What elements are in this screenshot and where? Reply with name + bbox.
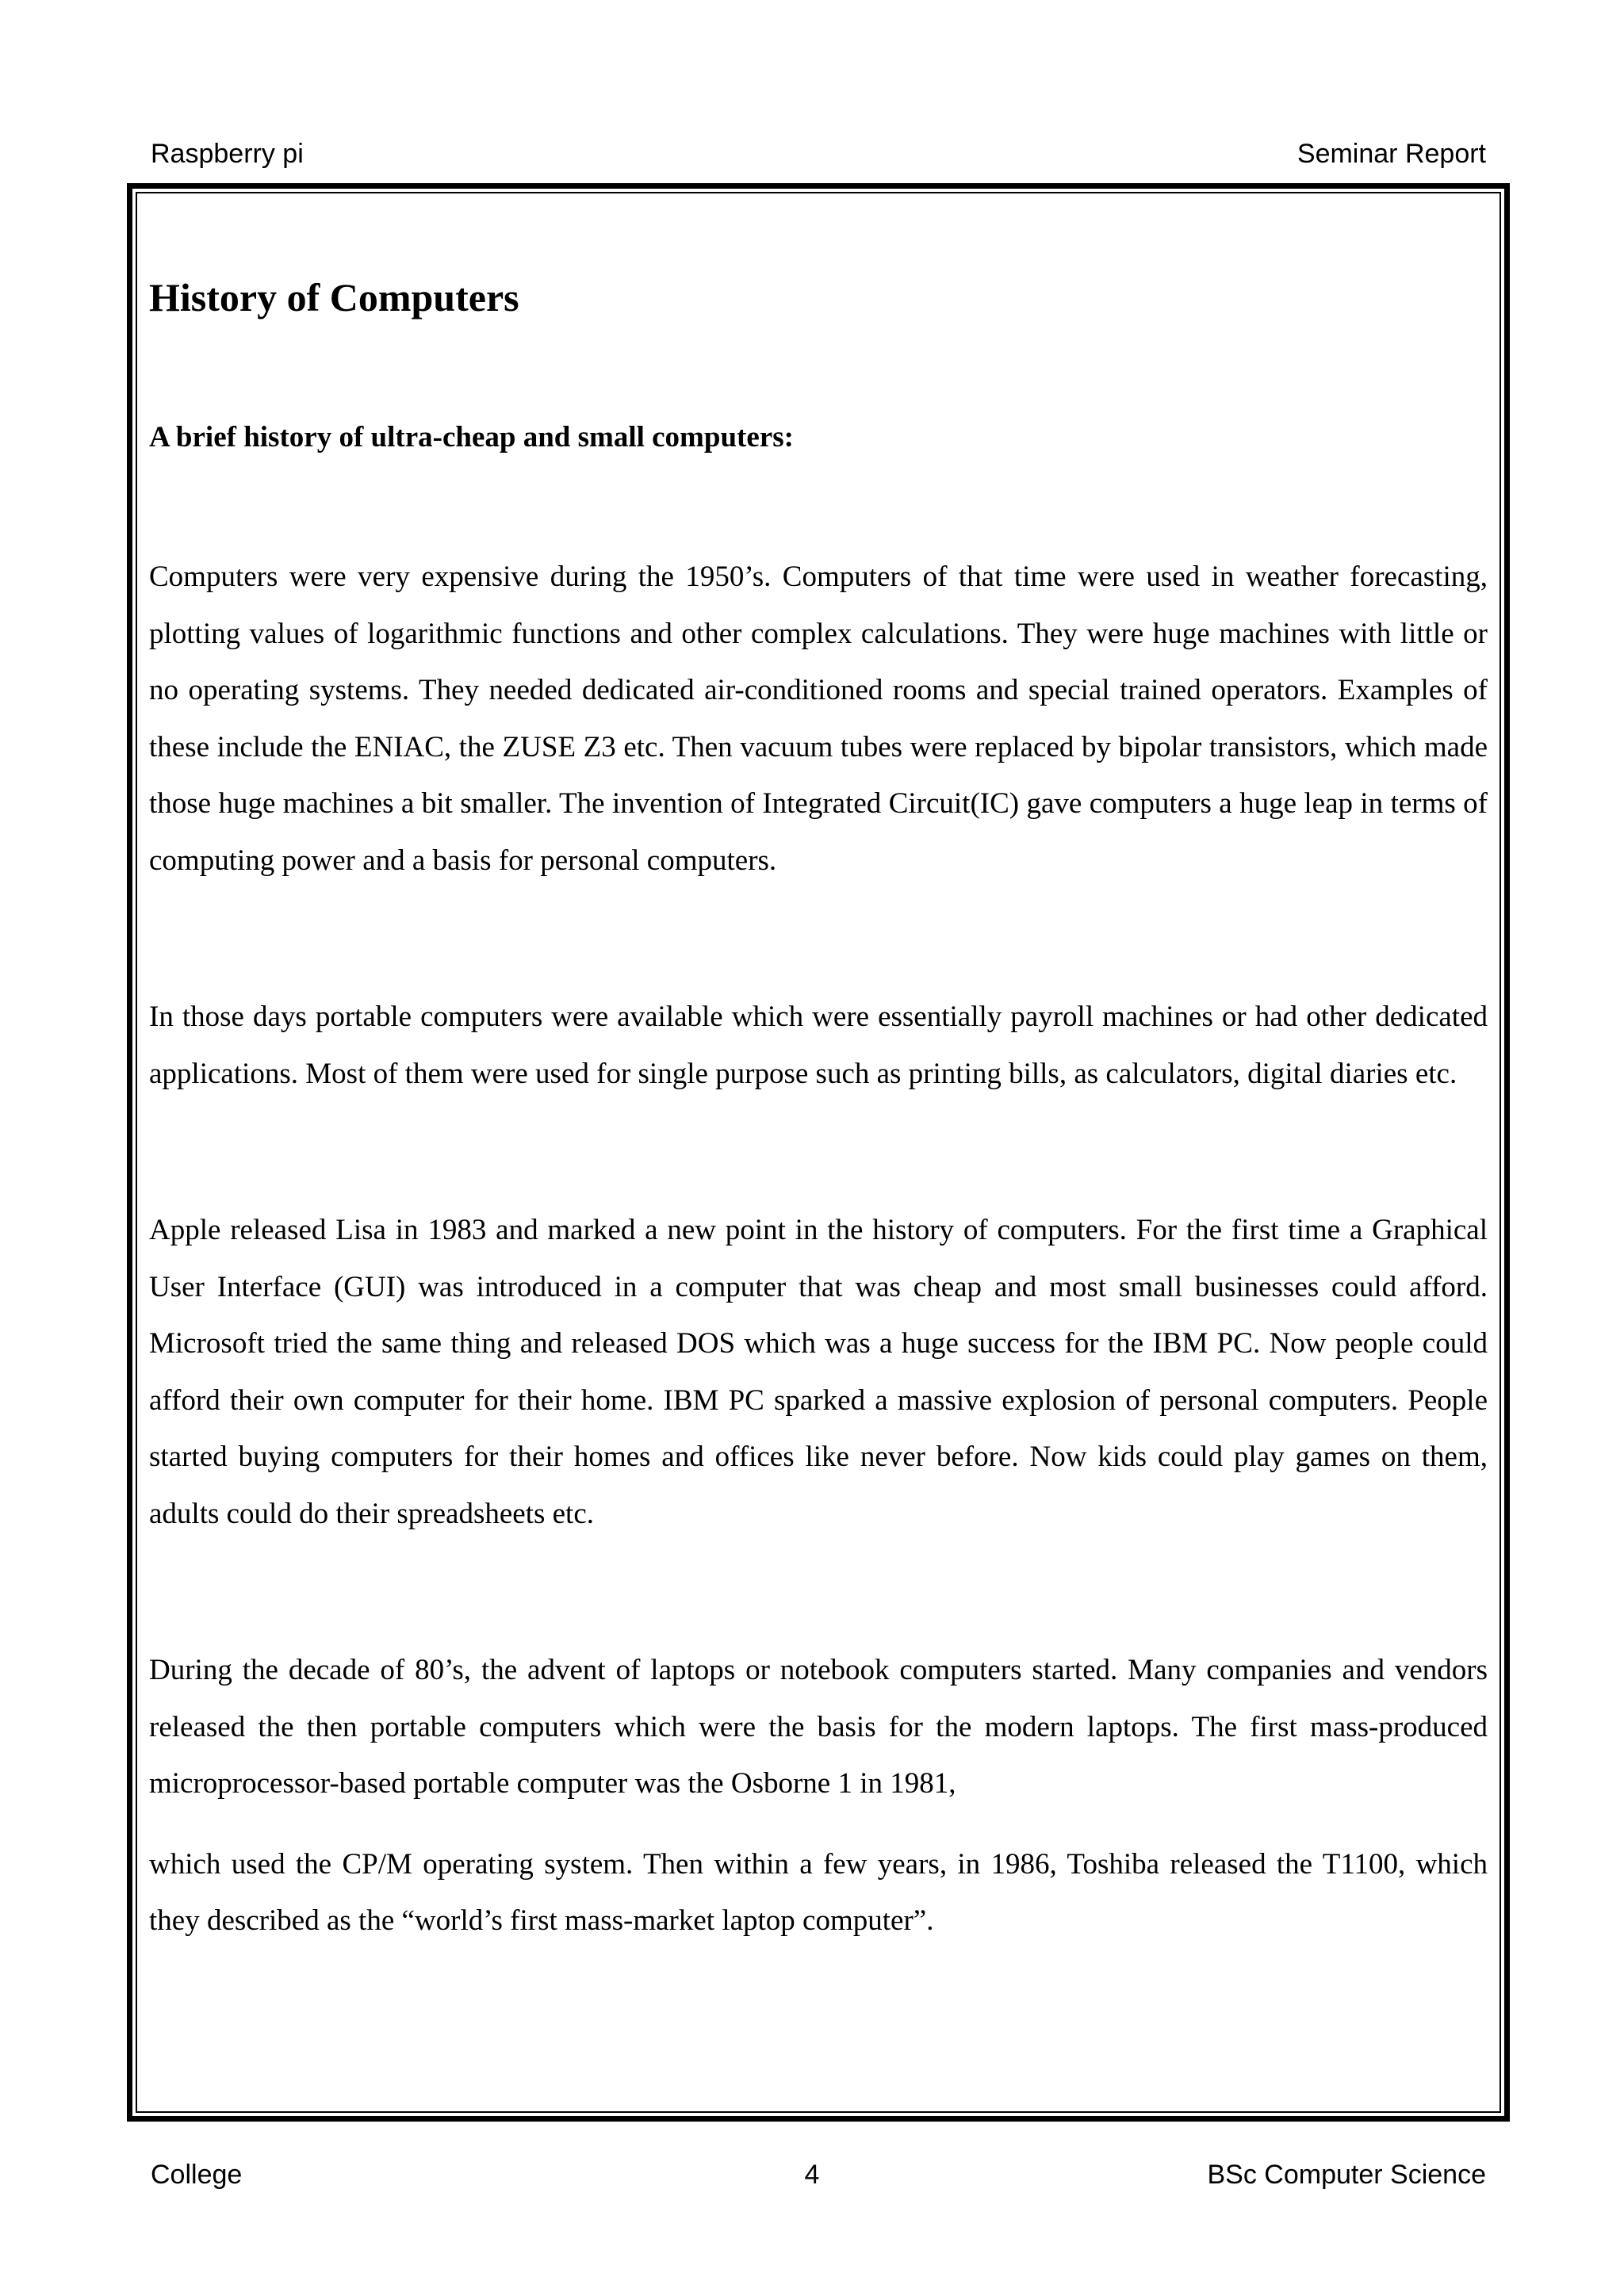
section-subtitle: A brief history of ultra-cheap and small computers: <box>149 421 794 453</box>
footer-college: College <box>151 2160 243 2190</box>
page-content <box>149 262 1488 1950</box>
header-document-title: Raspberry pi <box>151 139 304 169</box>
footer-course: BSc Computer Science <box>1207 2160 1486 2190</box>
paragraph: which used the CP/M operating system. Then within a few years, in 1986, Toshiba released the T1100, which they described as the “world’s first mass-market laptop computer”. <box>149 1847 1488 1937</box>
paragraph: Apple released Lisa in 1983 and marked a new point in the history of computers. For the first time a Graphical User Interface (GUI) was introduced in a computer that was cheap and most small businesses could afford. Microsoft tried the same thing and released DOS which was a huge success for the IBM PC. Now people could afford their own computer for their home. IBM PC sparked a massive explosion of personal computers. People started buying computers for their homes and offices like never before. Now kids could play games on them, adults could do their spreadsheets etc. <box>149 1214 1488 1530</box>
paragraph: During the decade of 80’s, the advent of laptops or notebook computers started. Many companies and vendors released the then portable computers which were the basis for the modern laptops. The first mass-produced microprocessor-based portable computer was the Osborne 1 in 1981, <box>149 1654 1488 1800</box>
header-report-type: Seminar Report <box>1297 139 1486 169</box>
page-number: 4 <box>804 2160 820 2190</box>
paragraph: Computers were very expensive during the 1950’s. Computers of that time were used in weather forecasting, plotting values of logarithmic functions and other complex calculations. They were huge machines with little or no operating systems. They needed dedicated air-conditioned rooms and special trained operators. Examples of these include the ENIAC, the ZUSE Z3 etc. Then vacuum tubes were replaced by bipolar transistors, which made those huge machines a bit smaller. The invention of Integrated Circuit(IC) gave computers a huge leap in terms of computing power and a basis for personal computers. <box>149 561 1488 877</box>
paragraph: In those days portable computers were available which were essentially payroll machines or had other dedicated applications. Most of them were used for single purpose such as printing bills, as calculators, digital diaries etc. <box>149 1001 1488 1090</box>
page-title: History of Computers <box>149 275 519 320</box>
